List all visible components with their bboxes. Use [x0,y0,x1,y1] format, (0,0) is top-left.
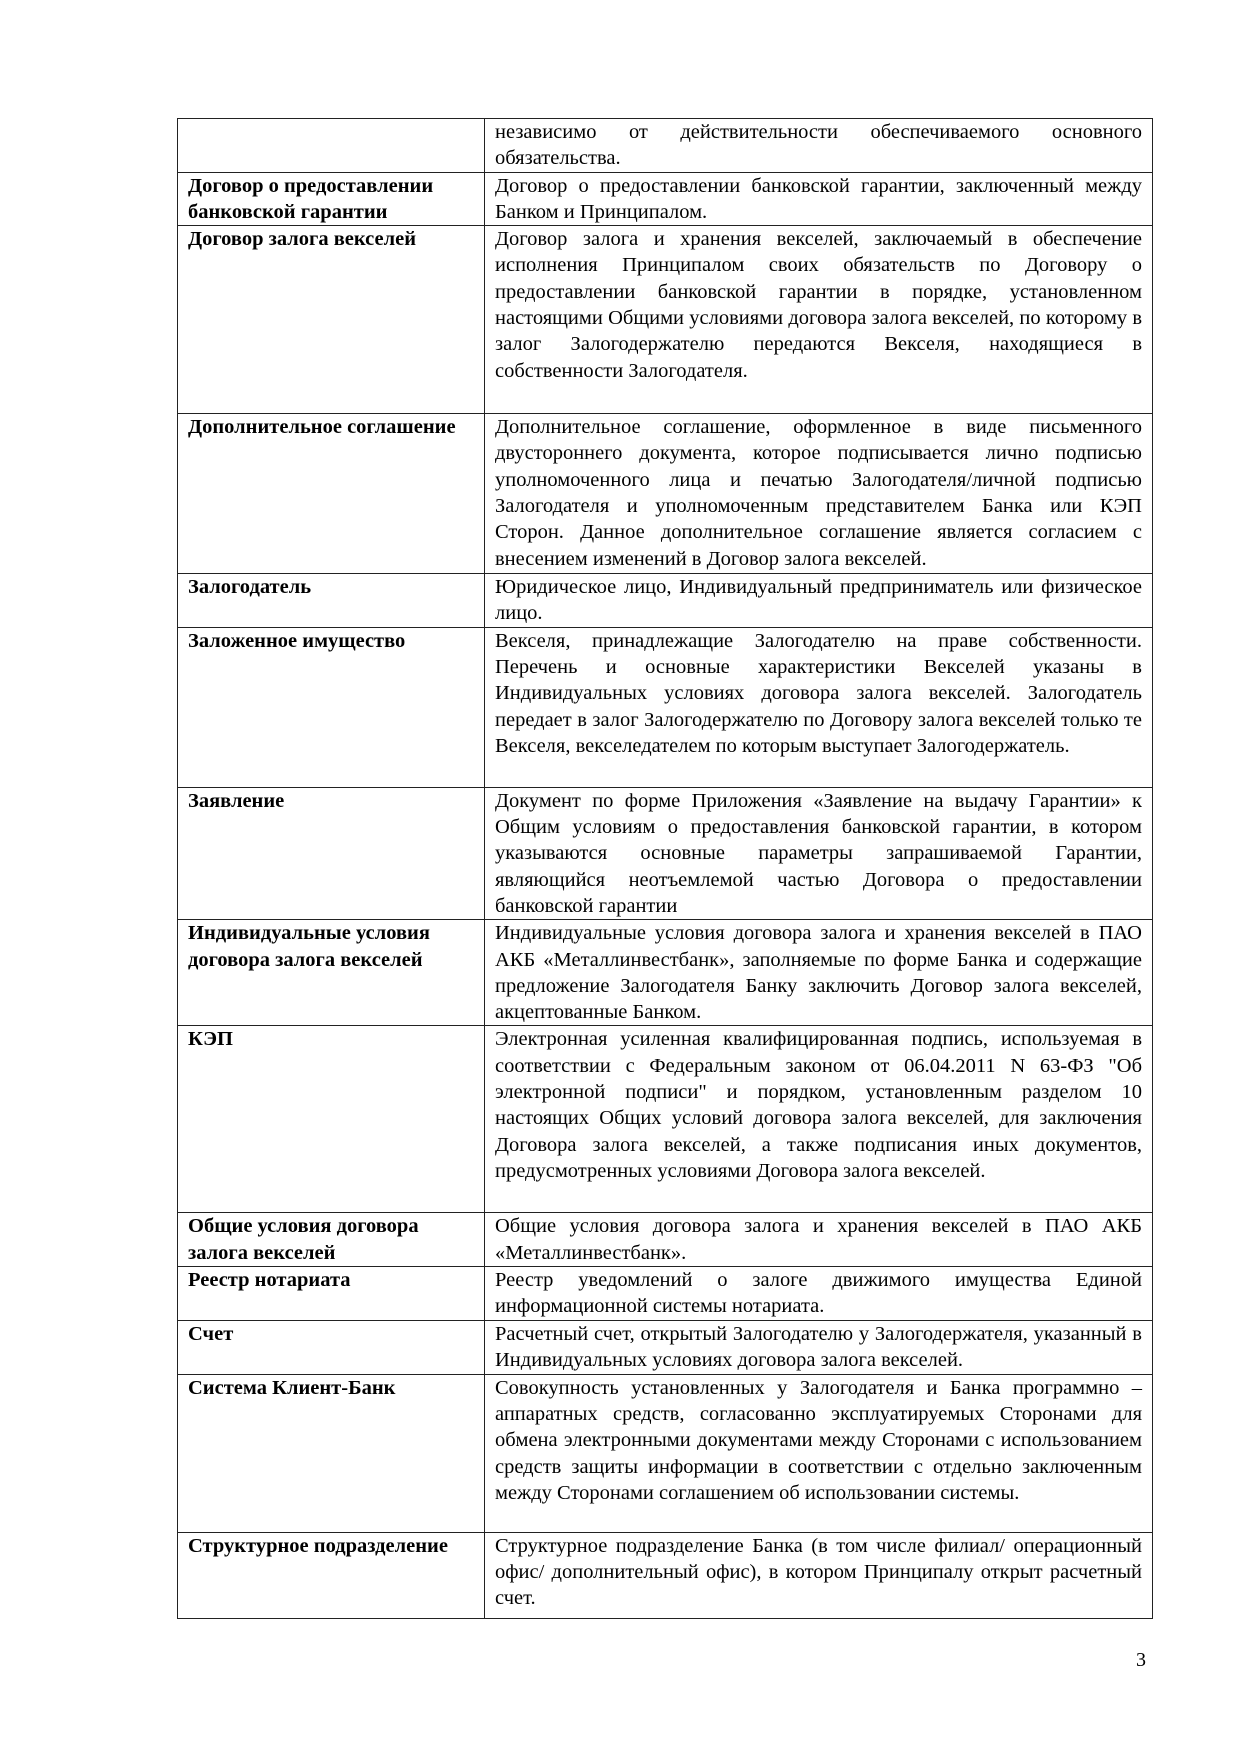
term-cell: Реестр нотариата [178,1267,485,1321]
term-cell: Дополнительное соглашение [178,414,485,574]
table-row [178,920,1153,1026]
table-row [178,1213,1153,1267]
table-row [178,627,1153,787]
definition-cell: Векселя, принадлежащие Залогодателю на праве собственности. Перечень и основные характеристики Векселей указаны в Индивидуальных условиях договора залога векселей. Залогодатель передает в залог Залогодержателю по Договору залога векселей только те Векселя, векселедателем по которым выступает Залогодержатель. [485,627,1153,787]
table-row [178,172,1153,226]
term-cell: Структурное подразделение [178,1532,485,1618]
table-row [178,1267,1153,1321]
table-row [178,1026,1153,1213]
term-cell: Заявление [178,787,485,919]
table-row [178,1321,1153,1375]
table-row [178,787,1153,919]
definition-cell: Договор о предоставлении банковской гарантии, заключенный между Банком и Принципалом. [485,172,1153,226]
table-row [178,574,1153,628]
definition-cell: Индивидуальные условия договора залога и хранения векселей в ПАО АКБ «Металлинвестбанк», заполняемые по форме Банка и содержащие предложение Залогодателя Банку заключить Договор залога векселей, акцептованные Банком. [485,920,1153,1026]
term-cell: Индивидуальные условия договора залога векселей [178,920,485,1026]
definition-cell: Договор залога и хранения векселей, заключаемый в обеспечение исполнения Принципалом своих обязательств по Договору о предоставлении банковской гарантии в порядке, установленном настоящими Общими условиями договора залога векселей, по которому в залог Залогодержателю передаются Векселя, находящиеся в собственности Залогодателя. [485,226,1153,414]
term-cell: КЭП [178,1026,485,1213]
table-row [178,119,1153,173]
table-row [178,414,1153,574]
table-row [178,226,1153,414]
definitions-table [177,118,1153,1619]
definition-cell: Структурное подразделение Банка (в том числе филиал/ операционный офис/ дополнительный офис), в котором Принципалу открыт расчетный счет. [485,1532,1153,1618]
definition-cell: Реестр уведомлений о залоге движимого имущества Единой информационной системы нотариата. [485,1267,1153,1321]
definition-cell: Расчетный счет, открытый Залогодателю у Залогодержателя, указанный в Индивидуальных условиях договора залога векселей. [485,1321,1153,1375]
term-cell: Заложенное имущество [178,627,485,787]
term-cell: Договор о предоставлении банковской гарантии [178,172,485,226]
term-cell: Система Клиент-Банк [178,1374,485,1532]
definition-cell: Документ по форме Приложения «Заявление на выдачу Гарантии» к Общим условиям о предоставления банковской гарантии, в котором указываются основные параметры запрашиваемой Гарантии, являющийся неотъемлемой частью Договора о предоставлении банковской гарантии [485,787,1153,919]
table-row [178,1532,1153,1618]
term-cell: Договор залога векселей [178,226,485,414]
page-number: 3 [1136,1649,1146,1671]
definition-cell: независимо от действительности обеспечиваемого основного обязательства. [485,119,1153,173]
term-cell [178,119,485,173]
definition-cell: Общие условия договора залога и хранения векселей в ПАО АКБ «Металлинвестбанк». [485,1213,1153,1267]
table-row [178,1374,1153,1532]
definition-cell: Электронная усиленная квалифицированная подпись, используемая в соответствии с Федеральным законом от 06.04.2011 N 63-ФЗ "Об электронной подписи" и порядком, установленным разделом 10 настоящих Общих условий договора залога векселей, для заключения Договора залога векселей, а также подписания иных документов, предусмотренных условиями Договора залога векселей. [485,1026,1153,1213]
definition-cell: Юридическое лицо, Индивидуальный предприниматель или физическое лицо. [485,574,1153,628]
term-cell: Общие условия договора залога векселей [178,1213,485,1267]
definition-cell: Дополнительное соглашение, оформленное в виде письменного двустороннего документа, которое подписывается лично подписью уполномоченного лица и печатью Залогодателя/личной подписью Залогодателя и уполномоченным представителем Банка или КЭП Сторон. Данное дополнительное соглашение является согласием с внесением изменений в Договор залога векселей. [485,414,1153,574]
term-cell: Счет [178,1321,485,1375]
term-cell: Залогодатель [178,574,485,628]
definition-cell: Совокупность установленных у Залогодателя и Банка программно – аппаратных средств, согласованно эксплуатируемых Сторонами для обмена электронными документами между Сторонами с использованием средств защиты информации в соответствии с отдельно заключенным между Сторонами соглашением об использовании системы. [485,1374,1153,1532]
